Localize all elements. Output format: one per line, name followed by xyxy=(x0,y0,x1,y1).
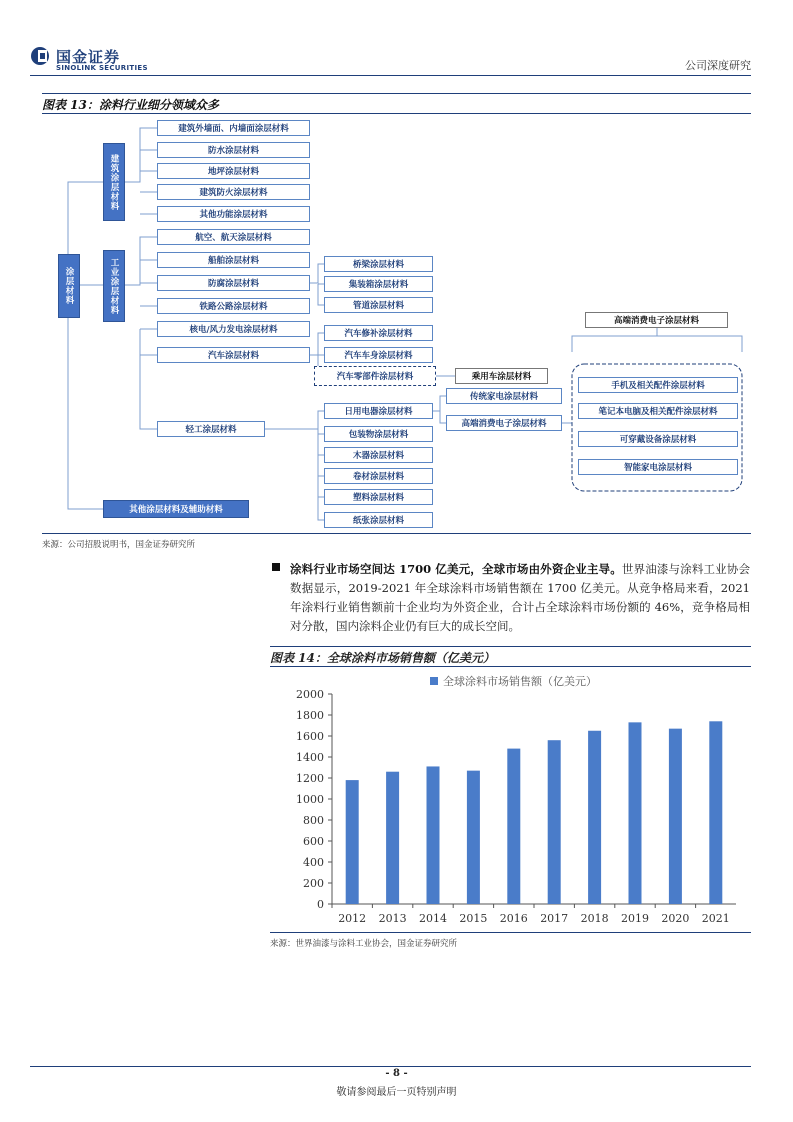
bar-2019 xyxy=(629,722,642,904)
light-sub-5: 塑料涂层材料 xyxy=(324,489,433,505)
industrial-item-5: 核电/风力发电涂层材料 xyxy=(157,321,310,337)
figure13-tree-diagram xyxy=(0,0,793,540)
appliance-sub-1: 传统家电涂层材料 xyxy=(446,388,562,404)
x-tick-label: 2014 xyxy=(419,912,447,925)
building-item-5: 其他功能涂层材料 xyxy=(157,206,310,222)
figure14-title-rule xyxy=(270,666,751,667)
light-sub-4: 卷材涂层材料 xyxy=(324,468,433,484)
y-tick-label: 400 xyxy=(303,856,324,869)
passenger-car-node: 乘用车涂层材料 xyxy=(455,368,548,384)
sales-bar-chart xyxy=(270,668,751,930)
light-sub-6: 纸张涂层材料 xyxy=(324,512,433,528)
high-end-item-3: 可穿戴设备涂层材料 xyxy=(578,431,738,447)
bar-2013 xyxy=(386,772,399,904)
figure13-title: 图表 13：涂料行业细分领域众多 xyxy=(42,98,219,112)
high-end-item-2: 笔记本电脑及相关配件涂层材料 xyxy=(578,403,738,419)
high-end-item-4: 智能家电涂层材料 xyxy=(578,459,738,475)
y-tick-label: 800 xyxy=(303,814,324,827)
auto-sub-3: 汽车零部件涂层材料 xyxy=(314,366,436,386)
high-end-item-1: 手机及相关配件涂层材料 xyxy=(578,377,738,393)
figure14-bottom-rule xyxy=(270,932,751,933)
page-number: - 8 - xyxy=(385,1068,408,1079)
building-item-1: 建筑外墙面、内墙面涂层材料 xyxy=(157,120,310,136)
y-tick-label: 2000 xyxy=(296,688,324,701)
y-tick-label: 1600 xyxy=(296,730,324,743)
x-tick-label: 2015 xyxy=(459,912,488,925)
high-end-title-node: 高端消费电子涂层材料 xyxy=(585,312,728,328)
bar-2018 xyxy=(588,731,601,904)
x-tick-label: 2021 xyxy=(701,912,730,925)
bar-2012 xyxy=(346,780,359,904)
footer-divider xyxy=(30,1066,751,1067)
bar-2017 xyxy=(548,740,561,904)
report-type: 公司深度研究 xyxy=(685,59,751,72)
industrial-item-6: 汽车涂层材料 xyxy=(157,347,310,363)
x-tick-label: 2018 xyxy=(580,912,609,925)
y-tick-label: 0 xyxy=(317,898,324,911)
body-lead: 涂料行业市场空间达 1700 亿美元，全球市场由外资企业主导。 xyxy=(290,562,622,576)
logo-name-en: SINOLINK SECURITIES xyxy=(56,64,148,72)
industrial-branch-node: 工业涂层材料 xyxy=(103,250,125,322)
y-tick-label: 1800 xyxy=(296,709,324,722)
building-item-2: 防水涂层材料 xyxy=(157,142,310,158)
appliance-sub-2: 高端消费电子涂层材料 xyxy=(446,415,562,431)
bar-2016 xyxy=(507,749,520,904)
x-tick-label: 2012 xyxy=(338,912,367,925)
figure14-title: 图表 14：全球涂料市场销售额（亿美元） xyxy=(270,651,495,665)
body-text: 世界油漆与涂料工业协会数据显示，2019-2021 年全球涂料市场销售额在 1700 亿美元。从竞争格局来看，2021 年涂料行业销售额前十企业均为外资企业，合计占全球涂料市场份额的 46%，竞争格局相对分散，国内涂料企业仍有巨大的成长空间。 xyxy=(290,562,751,633)
y-tick-label: 600 xyxy=(303,835,324,848)
y-tick-label: 1000 xyxy=(296,793,324,806)
body-paragraph xyxy=(290,560,750,636)
figure14-top-rule xyxy=(270,646,751,647)
bar-2015 xyxy=(467,771,480,904)
industrial-item-3: 防腐涂层材料 xyxy=(157,275,310,291)
industrial-item-2: 船舶涂层材料 xyxy=(157,252,310,268)
anticorrosion-sub-2: 集装箱涂层材料 xyxy=(324,276,433,292)
auto-sub-1: 汽车修补涂层材料 xyxy=(324,325,433,341)
auto-sub-2: 汽车车身涂层材料 xyxy=(324,347,433,363)
figure13-source: 来源：公司招股说明书，国金证券研究所 xyxy=(42,540,196,550)
x-tick-label: 2013 xyxy=(378,912,407,925)
y-tick-label: 1200 xyxy=(296,772,324,785)
bar-2014 xyxy=(427,766,440,904)
industrial-item-1: 航空、航天涂层材料 xyxy=(157,229,310,245)
building-item-4: 建筑防火涂层材料 xyxy=(157,184,310,200)
x-tick-label: 2020 xyxy=(661,912,690,925)
legend-label: 全球涂料市场销售额（亿美元） xyxy=(443,675,597,688)
x-tick-label: 2016 xyxy=(499,912,528,925)
bar-2020 xyxy=(669,729,682,904)
industrial-item-7: 轻工涂层材料 xyxy=(157,421,265,437)
light-sub-1: 日用电器涂层材料 xyxy=(324,403,433,419)
building-item-3: 地坪涂层材料 xyxy=(157,163,310,179)
y-tick-label: 1400 xyxy=(296,751,324,764)
logo-name-cn: 国金证券 xyxy=(56,48,121,66)
building-branch-node: 建筑涂层材料 xyxy=(103,143,125,221)
anticorrosion-sub-1: 桥梁涂层材料 xyxy=(324,256,433,272)
figure14-source: 来源：世界油漆与涂料工业协会，国金证券研究所 xyxy=(270,939,458,949)
x-tick-label: 2019 xyxy=(621,912,649,925)
industrial-item-4: 铁路公路涂层材料 xyxy=(157,298,310,314)
x-tick-label: 2017 xyxy=(540,912,569,925)
y-tick-label: 200 xyxy=(303,877,324,890)
light-sub-3: 木器涂层材料 xyxy=(324,447,433,463)
footer-disclaimer: 敬请参阅最后一页特别声明 xyxy=(336,1087,457,1098)
bullet-icon xyxy=(272,563,280,571)
bar-2021 xyxy=(709,721,722,904)
root-node: 涂层材料 xyxy=(58,254,80,318)
other-branch-node: 其他涂层材料及辅助材料 xyxy=(103,500,249,518)
light-sub-2: 包装物涂层材料 xyxy=(324,426,433,442)
figure13-bottom-rule xyxy=(42,533,751,534)
legend-swatch xyxy=(430,677,438,685)
anticorrosion-sub-3: 管道涂层材料 xyxy=(324,297,433,313)
